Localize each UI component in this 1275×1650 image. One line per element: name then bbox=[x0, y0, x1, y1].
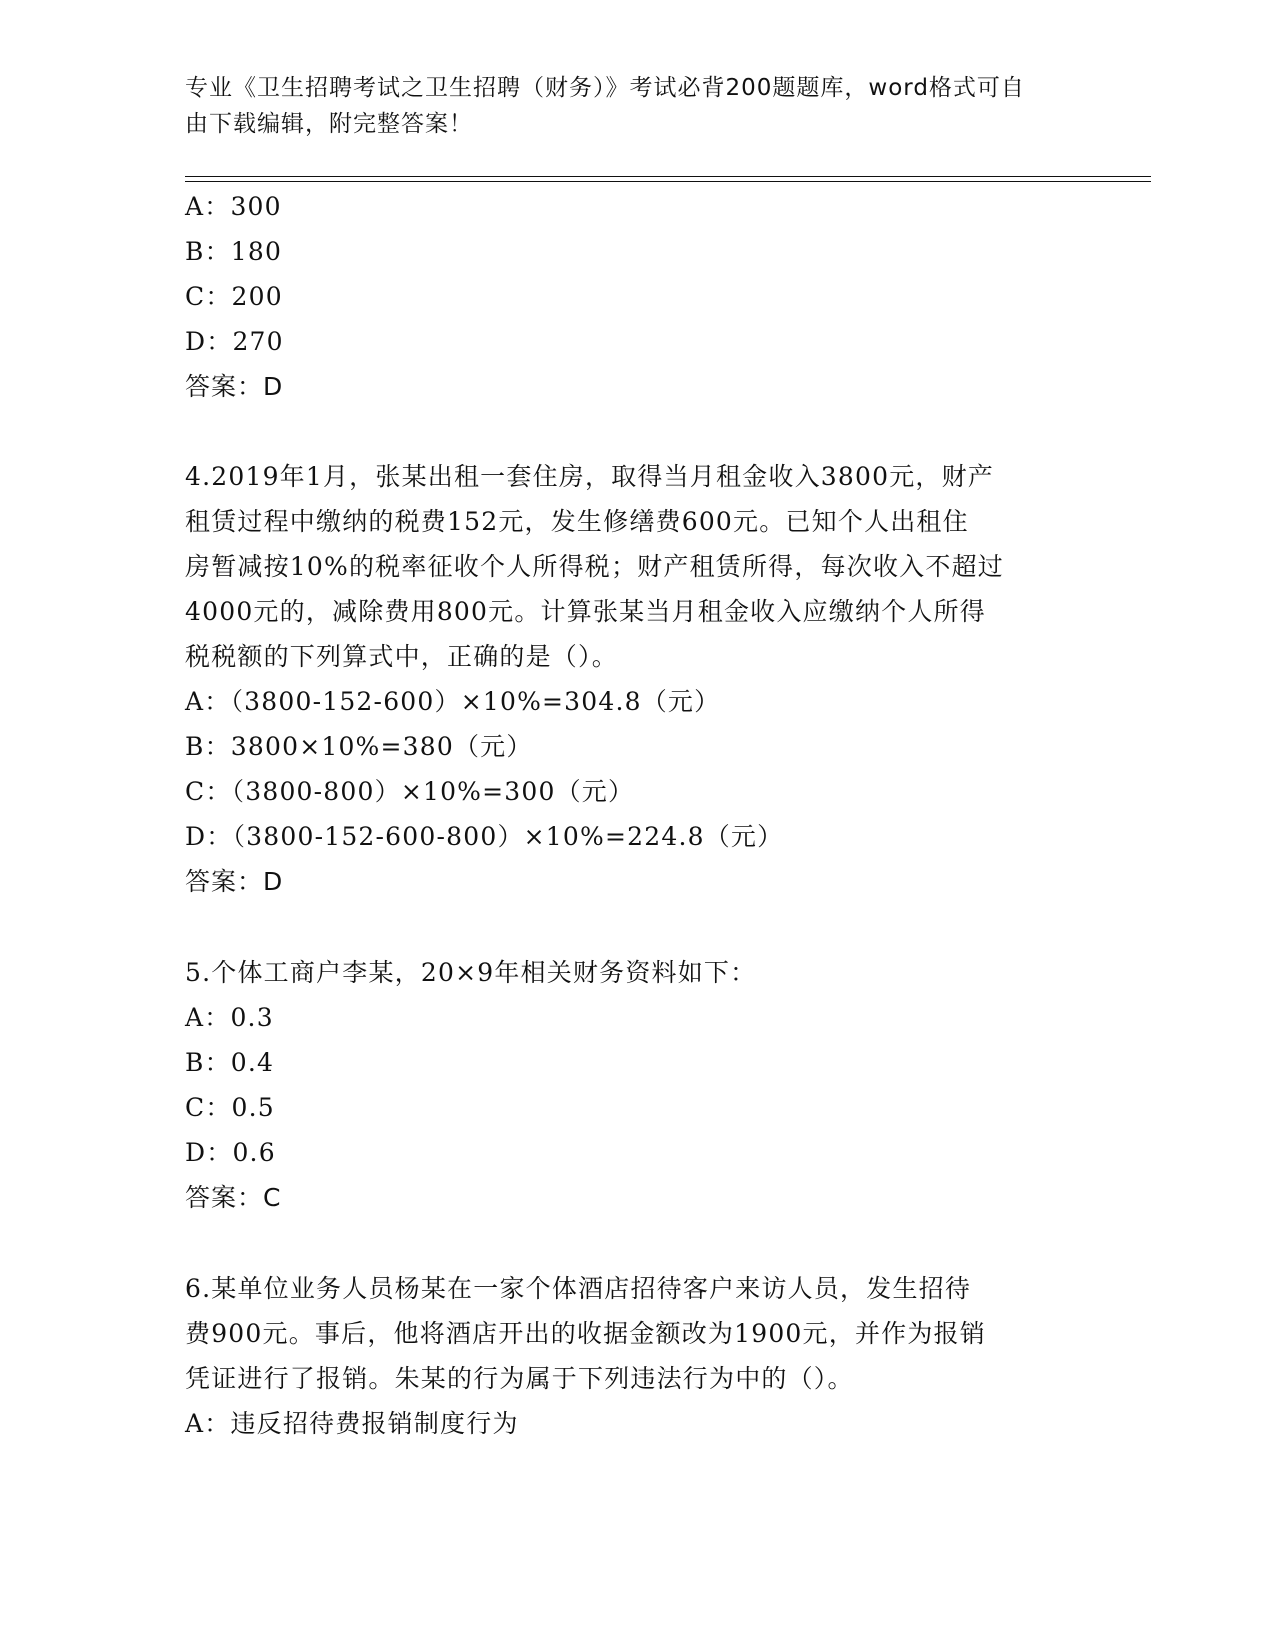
q4-answer: 答案：D bbox=[185, 867, 284, 896]
q4-option-b: B：3800×10%=380（元） bbox=[185, 732, 533, 761]
q6-stem-line-2: 费900元。事后，他将酒店开出的收据金额改为1900元，并作为报销 bbox=[185, 1319, 986, 1348]
header-divider-top bbox=[185, 176, 1151, 177]
q4-stem-line-5: 税税额的下列算式中，正确的是（）。 bbox=[185, 642, 618, 671]
q4-stem-line-4: 4000元的，减除费用800元。计算张某当月租金收入应缴纳个人所得 bbox=[185, 597, 986, 626]
q3-answer: 答案：D bbox=[185, 372, 284, 401]
document-header bbox=[185, 70, 1065, 142]
q3-option-d: D：270 bbox=[185, 327, 284, 356]
q4-option-a: A：（3800-152-600）×10%=304.8（元） bbox=[185, 687, 721, 716]
q4-option-d: D：（3800-152-600-800）×10%=224.8（元） bbox=[185, 822, 784, 851]
q4-stem-line-2: 租赁过程中缴纳的税费152元，发生修缮费600元。已知个人出租住 bbox=[185, 507, 969, 536]
q5-option-c: C：0.5 bbox=[185, 1093, 275, 1122]
q5-stem-line-1: 5.个体工商户李某，20×9年相关财务资料如下： bbox=[185, 958, 757, 987]
q4-option-c: C：（3800-800）×10%=300（元） bbox=[185, 777, 635, 806]
header-title-line-2: 由下载编辑，附完整答案！ bbox=[185, 111, 473, 137]
q3-option-c: C：200 bbox=[185, 282, 283, 311]
q3-option-b: B：180 bbox=[185, 237, 283, 266]
q5-option-a: A：0.3 bbox=[185, 1003, 274, 1032]
header-divider-bottom bbox=[185, 181, 1151, 182]
q5-option-b: B：0.4 bbox=[185, 1048, 275, 1077]
q5-answer: 答案：C bbox=[185, 1183, 282, 1212]
q4-stem-line-3: 房暂减按10%的税率征收个人所得税；财产租赁所得，每次收入不超过 bbox=[185, 552, 1004, 581]
q6-option-a: A：违反招待费报销制度行为 bbox=[185, 1409, 519, 1438]
q4-stem-line-1: 4.2019年1月，张某出租一套住房，取得当月租金收入3800元，财产 bbox=[185, 462, 995, 491]
header-title-line-1: 专业《卫生招聘考试之卫生招聘（财务）》考试必背200题题库，word格式可自 bbox=[185, 75, 1025, 101]
q6-stem-line-1: 6.某单位业务人员杨某在一家个体酒店招待客户来访人员，发生招待 bbox=[185, 1274, 972, 1303]
q3-option-a: A：300 bbox=[185, 192, 282, 221]
q5-option-d: D：0.6 bbox=[185, 1138, 276, 1167]
q6-stem-line-3: 凭证进行了报销。朱某的行为属于下列违法行为中的（）。 bbox=[185, 1364, 854, 1393]
